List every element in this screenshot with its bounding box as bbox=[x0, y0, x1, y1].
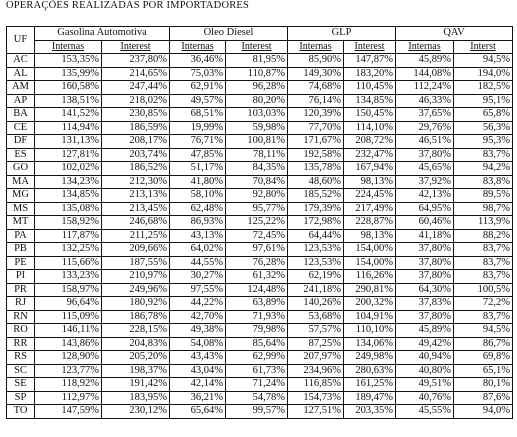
value-cell: 63,89% bbox=[226, 297, 288, 311]
subheader-interest: Interest bbox=[102, 40, 170, 54]
value-cell: 114,10% bbox=[344, 121, 396, 135]
value-cell: 36,46% bbox=[170, 54, 226, 68]
value-cell: 208,17% bbox=[102, 135, 170, 149]
value-cell: 167,94% bbox=[344, 162, 396, 176]
uf-header: UF bbox=[7, 27, 35, 54]
value-cell: 64,02% bbox=[170, 243, 226, 257]
group-header-glp: GLP bbox=[288, 27, 396, 41]
value-cell: 210,97% bbox=[102, 270, 170, 284]
table-row bbox=[7, 67, 513, 81]
value-cell: 19,99% bbox=[170, 121, 226, 135]
table-row bbox=[7, 135, 513, 149]
value-cell: 200,32% bbox=[344, 297, 396, 311]
value-cell: 61,32% bbox=[226, 270, 288, 284]
value-cell: 183,20% bbox=[344, 67, 396, 81]
value-cell: 154,00% bbox=[344, 243, 396, 257]
value-cell: 217,49% bbox=[344, 202, 396, 216]
value-cell: 98,13% bbox=[344, 229, 396, 243]
uf-cell: MG bbox=[7, 189, 35, 203]
value-cell: 64,30% bbox=[396, 283, 454, 297]
value-cell: 214,65% bbox=[102, 67, 170, 81]
value-cell: 74,68% bbox=[288, 81, 344, 95]
value-cell: 213,45% bbox=[102, 202, 170, 216]
uf-cell: AP bbox=[7, 94, 35, 108]
value-cell: 112,24% bbox=[396, 81, 454, 95]
value-cell: 143,86% bbox=[35, 337, 102, 351]
value-cell: 48,60% bbox=[288, 175, 344, 189]
table-row bbox=[7, 364, 513, 378]
uf-cell: ES bbox=[7, 148, 35, 162]
value-cell: 203,35% bbox=[344, 405, 396, 419]
value-cell: 134,06% bbox=[344, 337, 396, 351]
value-cell: 83,7% bbox=[454, 270, 513, 284]
value-cell: 198,37% bbox=[102, 364, 170, 378]
uf-cell: SP bbox=[7, 391, 35, 405]
uf-cell: PR bbox=[7, 283, 35, 297]
value-cell: 30,27% bbox=[170, 270, 226, 284]
value-cell: 115,09% bbox=[35, 310, 102, 324]
uf-cell: RJ bbox=[7, 297, 35, 311]
uf-cell: PE bbox=[7, 256, 35, 270]
value-cell: 144,08% bbox=[396, 67, 454, 81]
value-cell: 110,45% bbox=[344, 81, 396, 95]
value-cell: 97,61% bbox=[226, 243, 288, 257]
table-row bbox=[7, 351, 513, 365]
value-cell: 138,51% bbox=[35, 94, 102, 108]
value-cell: 172,98% bbox=[288, 216, 344, 230]
value-cell: 123,53% bbox=[288, 256, 344, 270]
value-cell: 68,51% bbox=[170, 108, 226, 122]
value-cell: 54,08% bbox=[170, 337, 226, 351]
value-cell: 62,91% bbox=[170, 81, 226, 95]
value-cell: 153,35% bbox=[35, 54, 102, 68]
value-cell: 37,92% bbox=[396, 175, 454, 189]
value-cell: 204,83% bbox=[102, 337, 170, 351]
value-cell: 185,52% bbox=[288, 189, 344, 203]
table-row bbox=[7, 202, 513, 216]
value-cell: 57,57% bbox=[288, 324, 344, 338]
uf-cell: CE bbox=[7, 121, 35, 135]
value-cell: 154,73% bbox=[288, 391, 344, 405]
value-cell: 43,43% bbox=[170, 351, 226, 365]
uf-cell: AM bbox=[7, 81, 35, 95]
value-cell: 149,30% bbox=[288, 67, 344, 81]
value-cell: 192,58% bbox=[288, 148, 344, 162]
uf-cell: SE bbox=[7, 378, 35, 392]
table-row bbox=[7, 256, 513, 270]
value-cell: 42,70% bbox=[170, 310, 226, 324]
value-cell: 120,39% bbox=[288, 108, 344, 122]
uf-cell: RS bbox=[7, 351, 35, 365]
table-row bbox=[7, 216, 513, 230]
value-cell: 53,68% bbox=[288, 310, 344, 324]
value-cell: 85,90% bbox=[288, 54, 344, 68]
value-cell: 112,97% bbox=[35, 391, 102, 405]
value-cell: 29,76% bbox=[396, 121, 454, 135]
value-cell: 147,87% bbox=[344, 54, 396, 68]
uf-cell: AC bbox=[7, 54, 35, 68]
uf-cell: RR bbox=[7, 337, 35, 351]
value-cell: 125,22% bbox=[226, 216, 288, 230]
value-cell: 44,55% bbox=[170, 256, 226, 270]
value-cell: 81,95% bbox=[226, 54, 288, 68]
value-cell: 228,87% bbox=[344, 216, 396, 230]
uf-cell: PA bbox=[7, 229, 35, 243]
value-cell: 64,44% bbox=[288, 229, 344, 243]
value-cell: 158,97% bbox=[35, 283, 102, 297]
value-cell: 117,87% bbox=[35, 229, 102, 243]
value-cell: 46,33% bbox=[396, 94, 454, 108]
table-row bbox=[7, 229, 513, 243]
value-cell: 161,25% bbox=[344, 378, 396, 392]
value-cell: 124,48% bbox=[226, 283, 288, 297]
value-cell: 94,5% bbox=[454, 324, 513, 338]
value-cell: 40,80% bbox=[396, 364, 454, 378]
uf-cell: MA bbox=[7, 175, 35, 189]
value-cell: 249,96% bbox=[102, 283, 170, 297]
value-cell: 94,2% bbox=[454, 162, 513, 176]
value-cell: 37,80% bbox=[396, 270, 454, 284]
value-cell: 128,90% bbox=[35, 351, 102, 365]
value-cell: 49,42% bbox=[396, 337, 454, 351]
subheader-internas: Internas bbox=[288, 40, 344, 54]
value-cell: 95,3% bbox=[454, 135, 513, 149]
group-header-oleo-diesel: Óleo Diesel bbox=[170, 27, 288, 41]
value-cell: 83,7% bbox=[454, 243, 513, 257]
group-header-qav: QAV bbox=[396, 27, 513, 41]
value-cell: 54,78% bbox=[226, 391, 288, 405]
value-cell: 241,18% bbox=[288, 283, 344, 297]
value-cell: 116,85% bbox=[288, 378, 344, 392]
value-cell: 65,8% bbox=[454, 108, 513, 122]
value-cell: 186,78% bbox=[102, 310, 170, 324]
value-cell: 147,59% bbox=[35, 405, 102, 419]
value-cell: 189,47% bbox=[344, 391, 396, 405]
value-cell: 45,89% bbox=[396, 324, 454, 338]
table-row bbox=[7, 391, 513, 405]
value-cell: 205,20% bbox=[102, 351, 170, 365]
value-cell: 160,58% bbox=[35, 81, 102, 95]
value-cell: 133,23% bbox=[35, 270, 102, 284]
value-cell: 141,52% bbox=[35, 108, 102, 122]
table-row bbox=[7, 283, 513, 297]
value-cell: 94,5% bbox=[454, 54, 513, 68]
value-cell: 110,10% bbox=[344, 324, 396, 338]
operations-table bbox=[6, 26, 513, 419]
value-cell: 224,45% bbox=[344, 189, 396, 203]
value-cell: 43,13% bbox=[170, 229, 226, 243]
table-body bbox=[7, 54, 513, 419]
value-cell: 158,92% bbox=[35, 216, 102, 230]
value-cell: 207,97% bbox=[288, 351, 344, 365]
value-cell: 60,46% bbox=[396, 216, 454, 230]
value-cell: 43,04% bbox=[170, 364, 226, 378]
value-cell: 76,71% bbox=[170, 135, 226, 149]
value-cell: 211,25% bbox=[102, 229, 170, 243]
uf-cell: DF bbox=[7, 135, 35, 149]
value-cell: 76,28% bbox=[226, 256, 288, 270]
value-cell: 194,0% bbox=[454, 67, 513, 81]
value-cell: 62,48% bbox=[170, 202, 226, 216]
value-cell: 80,20% bbox=[226, 94, 288, 108]
value-cell: 45,89% bbox=[396, 54, 454, 68]
value-cell: 84,35% bbox=[226, 162, 288, 176]
value-cell: 135,08% bbox=[35, 202, 102, 216]
value-cell: 62,19% bbox=[288, 270, 344, 284]
uf-cell: PI bbox=[7, 270, 35, 284]
value-cell: 69,8% bbox=[454, 351, 513, 365]
value-cell: 146,11% bbox=[35, 324, 102, 338]
table-row bbox=[7, 310, 513, 324]
value-cell: 37,80% bbox=[396, 310, 454, 324]
value-cell: 40,76% bbox=[396, 391, 454, 405]
value-cell: 230,12% bbox=[102, 405, 170, 419]
table-header bbox=[7, 27, 513, 54]
value-cell: 37,65% bbox=[396, 108, 454, 122]
value-cell: 183,95% bbox=[102, 391, 170, 405]
value-cell: 208,72% bbox=[344, 135, 396, 149]
table-row bbox=[7, 337, 513, 351]
value-cell: 49,38% bbox=[170, 324, 226, 338]
subheader-interest: Interest bbox=[226, 40, 288, 54]
value-cell: 154,00% bbox=[344, 256, 396, 270]
value-cell: 44,22% bbox=[170, 297, 226, 311]
table-row bbox=[7, 162, 513, 176]
value-cell: 96,64% bbox=[35, 297, 102, 311]
value-cell: 100,81% bbox=[226, 135, 288, 149]
value-cell: 83,7% bbox=[454, 310, 513, 324]
uf-cell: MS bbox=[7, 202, 35, 216]
table-row bbox=[7, 405, 513, 419]
value-cell: 247,44% bbox=[102, 81, 170, 95]
value-cell: 191,42% bbox=[102, 378, 170, 392]
value-cell: 132,25% bbox=[35, 243, 102, 257]
value-cell: 94,0% bbox=[454, 405, 513, 419]
value-cell: 135,99% bbox=[35, 67, 102, 81]
value-cell: 40,94% bbox=[396, 351, 454, 365]
value-cell: 37,83% bbox=[396, 297, 454, 311]
value-cell: 290,81% bbox=[344, 283, 396, 297]
uf-cell: SC bbox=[7, 364, 35, 378]
value-cell: 45,55% bbox=[396, 405, 454, 419]
value-cell: 186,59% bbox=[102, 121, 170, 135]
subheader-internas: Internas bbox=[170, 40, 226, 54]
value-cell: 62,99% bbox=[226, 351, 288, 365]
value-cell: 61,73% bbox=[226, 364, 288, 378]
value-cell: 246,68% bbox=[102, 216, 170, 230]
value-cell: 89,5% bbox=[454, 189, 513, 203]
table-row bbox=[7, 175, 513, 189]
table-row bbox=[7, 189, 513, 203]
value-cell: 123,53% bbox=[288, 243, 344, 257]
value-cell: 127,81% bbox=[35, 148, 102, 162]
value-cell: 97,55% bbox=[170, 283, 226, 297]
value-cell: 78,11% bbox=[226, 148, 288, 162]
value-cell: 113,9% bbox=[454, 216, 513, 230]
value-cell: 140,26% bbox=[288, 297, 344, 311]
value-cell: 86,93% bbox=[170, 216, 226, 230]
value-cell: 131,13% bbox=[35, 135, 102, 149]
value-cell: 71,93% bbox=[226, 310, 288, 324]
value-cell: 80,1% bbox=[454, 378, 513, 392]
value-cell: 213,13% bbox=[102, 189, 170, 203]
value-cell: 100,5% bbox=[454, 283, 513, 297]
page-title: OPERAÇÕES REALIZADAS POR IMPORTADORES bbox=[6, 0, 250, 11]
value-cell: 187,55% bbox=[102, 256, 170, 270]
value-cell: 72,2% bbox=[454, 297, 513, 311]
value-cell: 87,6% bbox=[454, 391, 513, 405]
value-cell: 123,77% bbox=[35, 364, 102, 378]
value-cell: 70,84% bbox=[226, 175, 288, 189]
value-cell: 45,65% bbox=[396, 162, 454, 176]
value-cell: 186,52% bbox=[102, 162, 170, 176]
value-cell: 37,80% bbox=[396, 256, 454, 270]
value-cell: 209,66% bbox=[102, 243, 170, 257]
value-cell: 87,25% bbox=[288, 337, 344, 351]
value-cell: 150,45% bbox=[344, 108, 396, 122]
value-cell: 64,95% bbox=[396, 202, 454, 216]
value-cell: 103,03% bbox=[226, 108, 288, 122]
table-row bbox=[7, 243, 513, 257]
value-cell: 75,03% bbox=[170, 67, 226, 81]
value-cell: 41,18% bbox=[396, 229, 454, 243]
value-cell: 51,17% bbox=[170, 162, 226, 176]
value-cell: 85,64% bbox=[226, 337, 288, 351]
value-cell: 179,39% bbox=[288, 202, 344, 216]
value-cell: 232,47% bbox=[344, 148, 396, 162]
value-cell: 110,87% bbox=[226, 67, 288, 81]
value-cell: 65,64% bbox=[170, 405, 226, 419]
value-cell: 77,70% bbox=[288, 121, 344, 135]
subheader-interst: Interst bbox=[454, 40, 513, 54]
value-cell: 42,13% bbox=[396, 189, 454, 203]
uf-cell: PB bbox=[7, 243, 35, 257]
value-cell: 99,57% bbox=[226, 405, 288, 419]
uf-cell: MT bbox=[7, 216, 35, 230]
value-cell: 88,2% bbox=[454, 229, 513, 243]
value-cell: 134,85% bbox=[35, 189, 102, 203]
value-cell: 98,7% bbox=[454, 202, 513, 216]
value-cell: 95,77% bbox=[226, 202, 288, 216]
value-cell: 36,21% bbox=[170, 391, 226, 405]
table-row bbox=[7, 270, 513, 284]
subheader-internas: Internas bbox=[396, 40, 454, 54]
value-cell: 65,1% bbox=[454, 364, 513, 378]
value-cell: 230,85% bbox=[102, 108, 170, 122]
value-cell: 116,26% bbox=[344, 270, 396, 284]
value-cell: 218,02% bbox=[102, 94, 170, 108]
value-cell: 118,92% bbox=[35, 378, 102, 392]
value-cell: 98,13% bbox=[344, 175, 396, 189]
value-cell: 280,63% bbox=[344, 364, 396, 378]
value-cell: 59,98% bbox=[226, 121, 288, 135]
value-cell: 114,94% bbox=[35, 121, 102, 135]
uf-cell: AL bbox=[7, 67, 35, 81]
uf-cell: RN bbox=[7, 310, 35, 324]
table-row bbox=[7, 54, 513, 68]
value-cell: 41,80% bbox=[170, 175, 226, 189]
value-cell: 249,98% bbox=[344, 351, 396, 365]
value-cell: 71,24% bbox=[226, 378, 288, 392]
value-cell: 180,92% bbox=[102, 297, 170, 311]
value-cell: 92,80% bbox=[226, 189, 288, 203]
value-cell: 56,3% bbox=[454, 121, 513, 135]
value-cell: 234,96% bbox=[288, 364, 344, 378]
value-cell: 228,15% bbox=[102, 324, 170, 338]
value-cell: 237,80% bbox=[102, 54, 170, 68]
value-cell: 42,14% bbox=[170, 378, 226, 392]
value-cell: 95,1% bbox=[454, 94, 513, 108]
subheader-row bbox=[7, 40, 513, 54]
value-cell: 83,8% bbox=[454, 175, 513, 189]
table-row bbox=[7, 297, 513, 311]
table-row bbox=[7, 108, 513, 122]
value-cell: 212,30% bbox=[102, 175, 170, 189]
table-row bbox=[7, 121, 513, 135]
value-cell: 96,28% bbox=[226, 81, 288, 95]
group-header-gasolina: Gasolina Automotiva bbox=[35, 27, 170, 41]
value-cell: 37,80% bbox=[396, 148, 454, 162]
value-cell: 182,5% bbox=[454, 81, 513, 95]
table-row bbox=[7, 94, 513, 108]
table-row bbox=[7, 324, 513, 338]
value-cell: 47,85% bbox=[170, 148, 226, 162]
table-row bbox=[7, 378, 513, 392]
value-cell: 72,45% bbox=[226, 229, 288, 243]
value-cell: 49,57% bbox=[170, 94, 226, 108]
uf-cell: GO bbox=[7, 162, 35, 176]
uf-cell: RO bbox=[7, 324, 35, 338]
value-cell: 46,51% bbox=[396, 135, 454, 149]
value-cell: 127,51% bbox=[288, 405, 344, 419]
value-cell: 134,23% bbox=[35, 175, 102, 189]
value-cell: 49,51% bbox=[396, 378, 454, 392]
value-cell: 203,74% bbox=[102, 148, 170, 162]
value-cell: 76,14% bbox=[288, 94, 344, 108]
group-header-row bbox=[7, 27, 513, 41]
uf-cell: BA bbox=[7, 108, 35, 122]
value-cell: 86,7% bbox=[454, 337, 513, 351]
subheader-interest: Interest bbox=[344, 40, 396, 54]
value-cell: 58,10% bbox=[170, 189, 226, 203]
value-cell: 79,98% bbox=[226, 324, 288, 338]
uf-cell: TO bbox=[7, 405, 35, 419]
table-row bbox=[7, 81, 513, 95]
value-cell: 104,91% bbox=[344, 310, 396, 324]
value-cell: 83,7% bbox=[454, 148, 513, 162]
value-cell: 102,02% bbox=[35, 162, 102, 176]
value-cell: 134,85% bbox=[344, 94, 396, 108]
value-cell: 135,78% bbox=[288, 162, 344, 176]
value-cell: 115,66% bbox=[35, 256, 102, 270]
subheader-internas: Internas bbox=[35, 40, 102, 54]
value-cell: 37,80% bbox=[396, 243, 454, 257]
value-cell: 83,7% bbox=[454, 256, 513, 270]
value-cell: 171,67% bbox=[288, 135, 344, 149]
table-row bbox=[7, 148, 513, 162]
